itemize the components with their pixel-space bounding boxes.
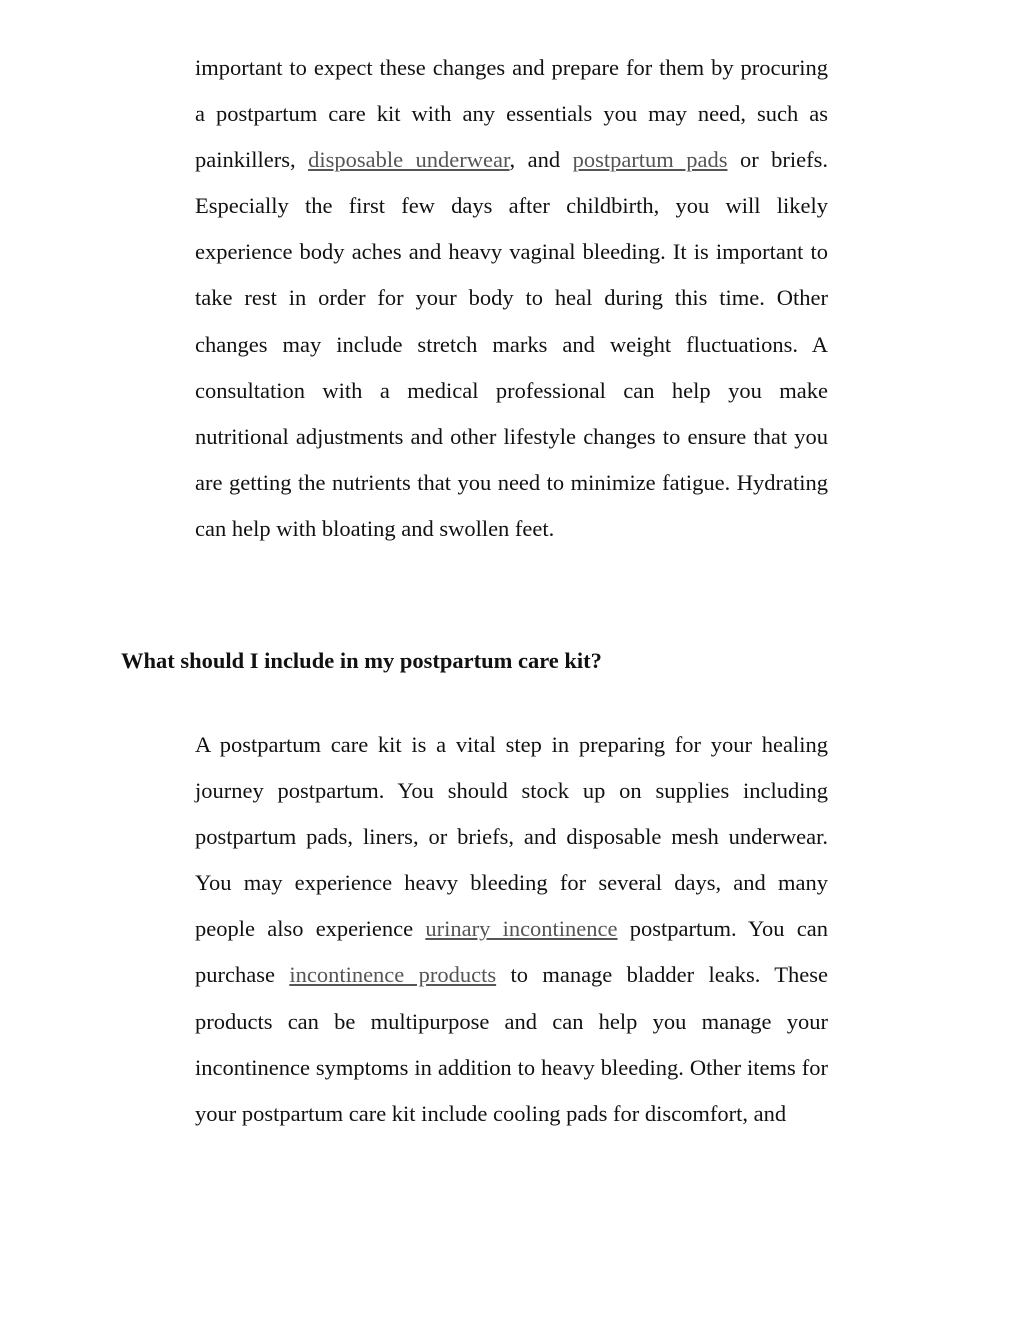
link-postpartum-pads[interactable]: postpartum pads [572, 147, 728, 173]
body-paragraph-care-kit [195, 722, 828, 1137]
link-urinary-incontinence[interactable]: urinary incontinence [425, 916, 618, 942]
paragraph-text: to manage bladder leaks. These products can be multipurpose and can help you manage your incontinence symptoms in addition to heavy bleeding. Other items for your postpartum care kit include cooling pads for discomfort, and [195, 962, 829, 1126]
link-incontinence-products[interactable]: incontinence products [289, 962, 497, 988]
body-paragraph-postpartum-changes [195, 45, 828, 552]
paragraph-text: postpartum. You can purchase [195, 916, 828, 988]
paragraph-text: or briefs. Especially the first few days after childbirth, you will likely experience body aches and heavy vaginal bleeding. It is important to take rest in order for your body to heal during this time. Other changes may include stretch marks and weight fluctuations. A consultation with a medical professional can help you make nutritional adjustments and other lifestyle changes to ensure that you are getting the nutrients that you need to minimize fatigue. Hydrating can help with bloating and swollen feet. [195, 147, 828, 541]
section-heading: What should I include in my postpartum care kit? [121, 648, 602, 673]
link-disposable-underwear[interactable]: disposable underwear [308, 147, 510, 173]
paragraph-text: A postpartum care kit is a vital step in preparing for your healing journey postpartum. You should stock up on supplies including postpartum pads, liners, or briefs, and disposable mesh underwear. You may experience heavy bleeding for several days, and many people also experience [195, 732, 828, 942]
paragraph-text: important to expect these changes and prepare for them by procuring a postpartum care kit with any essentials you may need, such as painkillers, [195, 55, 828, 173]
paragraph-text: , and [509, 147, 573, 173]
